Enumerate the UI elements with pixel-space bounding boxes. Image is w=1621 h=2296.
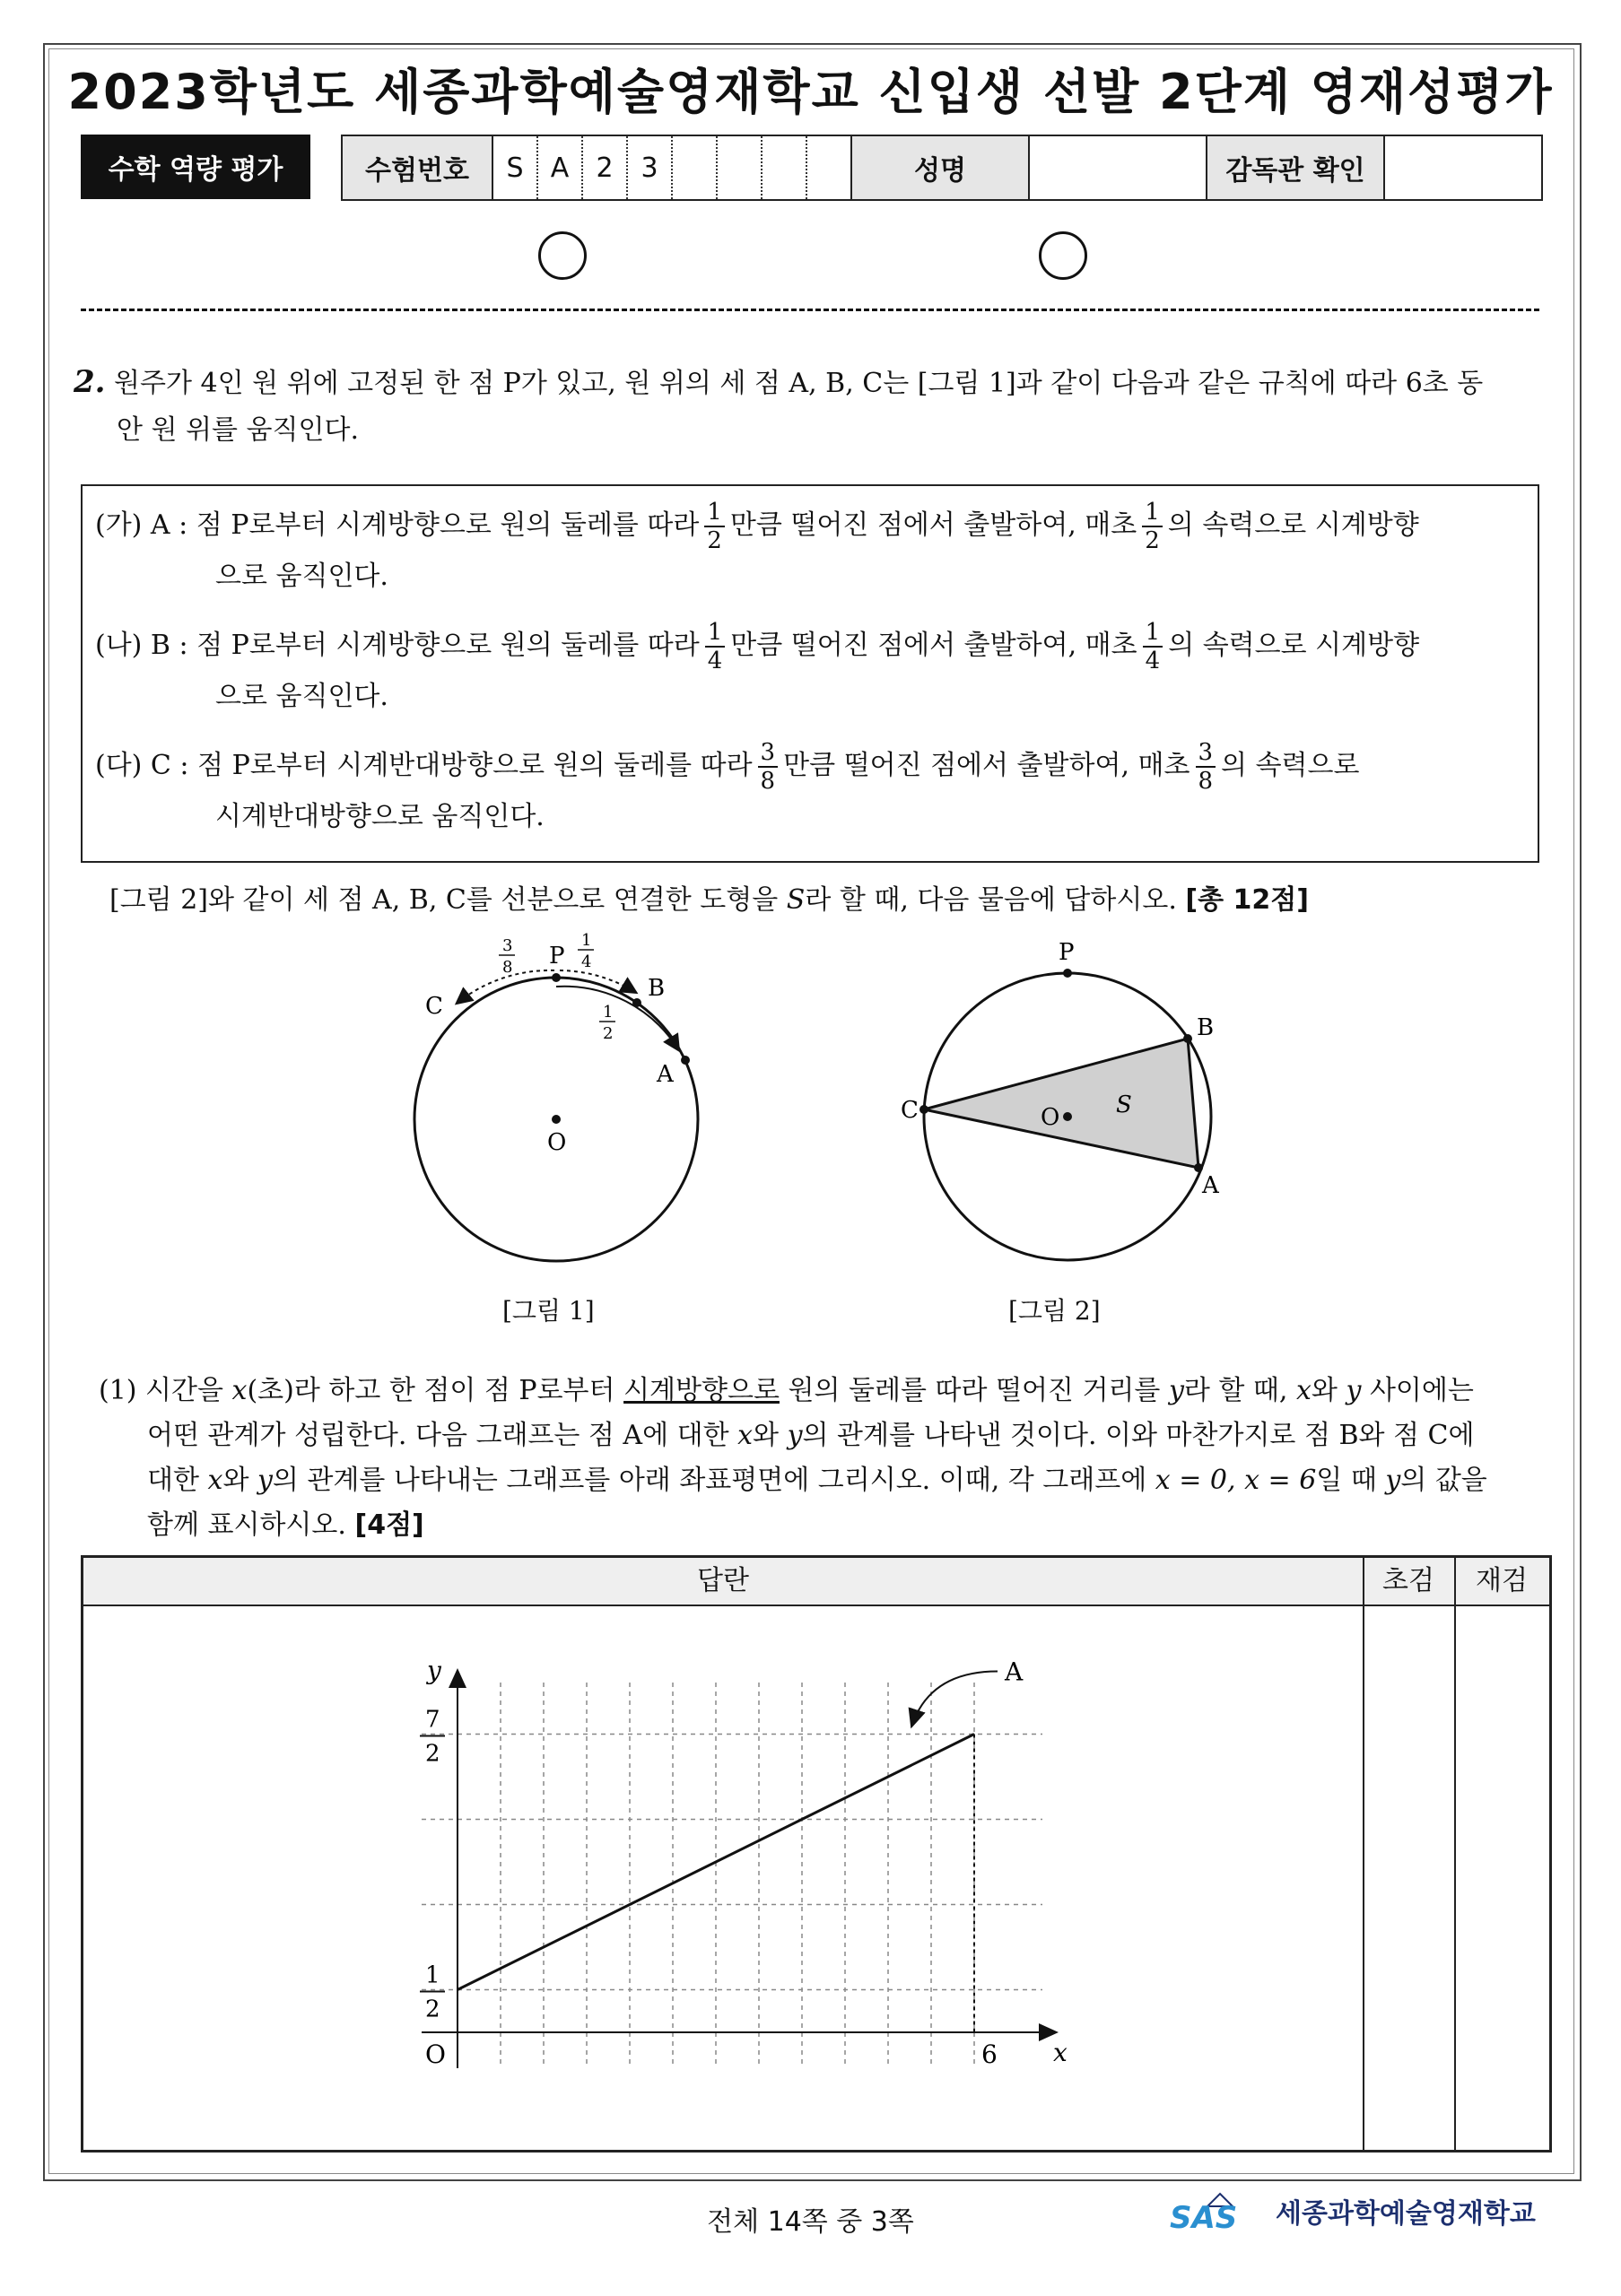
total-points: [총 12점] xyxy=(1185,884,1309,916)
proctor-field[interactable] xyxy=(1385,136,1541,199)
denominator: 2 xyxy=(707,527,722,554)
q-text: 함께 표시하시오. xyxy=(147,1509,346,1541)
axes xyxy=(422,1670,1057,2068)
rules-box xyxy=(81,484,1539,863)
second-check-field[interactable] xyxy=(1456,1606,1546,2146)
figure2-caption: [그림 2] xyxy=(1008,1296,1101,1326)
exam-digit-input[interactable] xyxy=(673,136,718,199)
x-tick-label: 6 xyxy=(981,2039,998,2069)
var-x: x xyxy=(231,1375,248,1406)
figure2-label-o: O xyxy=(1041,1104,1060,1131)
school-logo xyxy=(1166,2188,1536,2233)
figure1-arc-b xyxy=(560,970,635,992)
logo-mark-text: SAS xyxy=(1170,2200,1238,2233)
rule-text: 만큼 떨어진 점에서 출발하여, 매초 xyxy=(729,509,1137,541)
first-check-field[interactable] xyxy=(1364,1606,1452,2146)
figure1-label-p: P xyxy=(549,943,565,970)
tick-labels xyxy=(420,1656,1068,2069)
figure1-point-o xyxy=(552,1115,561,1124)
school-name: 세종과학예술영재학교 xyxy=(1276,2198,1536,2230)
fraction xyxy=(758,739,779,795)
figure1-label-b: B xyxy=(648,975,666,1002)
shape-sentence xyxy=(109,877,1509,917)
figure1-caption: [그림 1] xyxy=(502,1296,595,1326)
rule-text: 만큼 떨어진 점에서 출발하여, 매초 xyxy=(783,750,1190,781)
fraction xyxy=(704,499,725,554)
figure2-point-o xyxy=(1063,1112,1072,1121)
problem-intro xyxy=(74,359,1545,454)
q-text: 와 xyxy=(1311,1375,1338,1406)
exam-digit-input[interactable] xyxy=(807,136,852,199)
rule-na xyxy=(95,619,1527,719)
q-text: (1) 시간을 xyxy=(99,1375,223,1406)
rule-text: 의 속력으로 시계방향 xyxy=(1167,509,1419,541)
q-text: 원의 둘레를 따라 떨어진 거리를 xyxy=(788,1375,1161,1406)
rule-continuation: 으로 움직인다. xyxy=(215,561,388,592)
origin-label: O xyxy=(425,2039,446,2069)
figure2-label-s: S xyxy=(1116,1091,1132,1118)
question-1-line3 xyxy=(99,1458,1552,1503)
denominator: 8 xyxy=(760,768,776,795)
question-points: [4점] xyxy=(354,1509,424,1541)
y-tick-numerator: 1 xyxy=(425,1961,440,1989)
numerator: 1 xyxy=(1143,619,1163,648)
fraction xyxy=(705,619,726,674)
figure2-label-p: P xyxy=(1059,939,1075,966)
exam-digit: 2 xyxy=(583,136,628,199)
figure1-arc-label-c xyxy=(499,936,515,977)
hole-mark xyxy=(538,231,587,280)
q-text: 일 때 xyxy=(1316,1465,1377,1496)
q-text: 의 관계를 나타낸 것이다. 이와 마찬가지로 점 B와 점 C에 xyxy=(802,1420,1475,1451)
question-1-line4 xyxy=(99,1503,1552,1548)
var-y: y xyxy=(257,1465,273,1496)
rule-continuation: 시계반대방향으로 움직인다. xyxy=(215,801,545,832)
first-check-label: 초검 xyxy=(1382,1565,1434,1596)
exam-info-table xyxy=(341,135,1543,201)
figure1-point-a xyxy=(681,1056,690,1065)
fraction xyxy=(1196,739,1216,795)
figure2-shape-s xyxy=(924,1039,1198,1168)
proctor-label: 감독관 확인 xyxy=(1207,136,1385,199)
q-text: 어떤 관계가 성립한다. 다음 그래프는 점 A에 대한 xyxy=(147,1420,729,1451)
y-tick-denominator: 2 xyxy=(425,1996,440,2023)
q-text: 라 할 때, xyxy=(1183,1375,1288,1406)
cond-x6: x = 6 xyxy=(1244,1465,1317,1496)
page-number: 전체 14쪽 중 3쪽 xyxy=(707,2206,914,2238)
cut-line xyxy=(81,309,1539,311)
denominator: 4 xyxy=(581,952,592,971)
series-label-a: A xyxy=(1005,1657,1024,1687)
denominator: 2 xyxy=(603,1024,614,1043)
sentence-text: [그림 2]와 같이 세 점 A, B, C를 선분으로 연결한 도형을 xyxy=(109,884,779,916)
question-1-line1 xyxy=(99,1369,1552,1413)
figure1-label-c: C xyxy=(425,993,443,1020)
denominator: 4 xyxy=(1145,648,1161,674)
numerator: 3 xyxy=(502,936,513,955)
series xyxy=(458,1657,1024,2033)
var-y: y xyxy=(1168,1375,1184,1406)
rule-continuation: 으로 움직인다. xyxy=(215,681,388,712)
q-text: 의 값을 xyxy=(1400,1465,1487,1496)
var-y: y xyxy=(787,1420,803,1451)
y-tick-numerator: 7 xyxy=(425,1706,440,1734)
figure1-label-a: A xyxy=(657,1061,674,1088)
rule-ga xyxy=(95,499,1527,599)
numerator: 1 xyxy=(603,1003,614,1022)
var-x: x xyxy=(1296,1375,1312,1406)
q-text: 사이에는 xyxy=(1369,1375,1474,1406)
numerator: 3 xyxy=(758,739,779,768)
cond-x0: x = 0, xyxy=(1155,1465,1236,1496)
var-x: x xyxy=(737,1420,754,1451)
figure2-point-a xyxy=(1194,1163,1203,1172)
figure2-point-c xyxy=(919,1105,928,1114)
grid xyxy=(422,1683,1042,2068)
var-x: x xyxy=(207,1465,223,1496)
denominator: 8 xyxy=(502,958,513,977)
rule-da xyxy=(95,739,1527,839)
y-axis-label: y xyxy=(427,1656,441,1685)
hole-mark xyxy=(1039,231,1087,280)
series-callout-arrow xyxy=(911,1672,998,1727)
y-tick-denominator: 2 xyxy=(425,1740,440,1768)
q-text: 와 xyxy=(753,1420,780,1451)
exam-digit-input[interactable] xyxy=(763,136,807,199)
sas-logo-icon xyxy=(1166,2188,1265,2233)
name-field[interactable] xyxy=(1030,136,1207,199)
x-axis-label: x xyxy=(1053,2038,1068,2067)
answer-header xyxy=(83,1558,1549,1606)
question-1-line2 xyxy=(99,1413,1552,1458)
rule-text: (나) B : 점 P로부터 시계방향으로 원의 둘레를 따라 xyxy=(95,630,700,661)
figure2-label-c: C xyxy=(901,1097,919,1124)
figure1-point-p xyxy=(552,973,561,982)
figure2-label-b: B xyxy=(1197,1014,1215,1041)
numerator: 1 xyxy=(704,499,725,527)
figure2 xyxy=(888,933,1247,1309)
rule-text: (다) C : 점 P로부터 시계반대방향으로 원의 둘레를 따라 xyxy=(95,750,753,781)
subject-badge: 수학 역량 평가 xyxy=(81,135,310,199)
q-text: (초)라 하고 한 점이 점 P로부터 xyxy=(247,1375,615,1406)
denominator: 2 xyxy=(1145,527,1160,554)
figure1-arc-label-a xyxy=(599,1003,615,1043)
q-text: 의 관계를 나타내는 그래프를 아래 좌표평면에 그리시오. 이때, 각 그래프에 xyxy=(272,1465,1147,1496)
numerator: 1 xyxy=(705,619,726,648)
var-y: y xyxy=(1346,1375,1362,1406)
figure2-point-b xyxy=(1183,1034,1192,1043)
sentence-text: 라 할 때, 다음 물음에 답하시오. xyxy=(805,884,1177,916)
rule-text: 의 속력으로 시계방향 xyxy=(1168,630,1420,661)
exam-digit: A xyxy=(538,136,583,199)
exam-number-label: 수험번호 xyxy=(343,136,493,199)
denominator: 8 xyxy=(1198,768,1214,795)
shape-symbol: S xyxy=(786,884,806,916)
answer-header-label: 답란 xyxy=(697,1565,749,1596)
numerator: 1 xyxy=(1142,499,1163,527)
figure1 xyxy=(395,924,754,1327)
exam-digit-input[interactable] xyxy=(718,136,763,199)
numerator: 1 xyxy=(581,931,592,950)
exam-digit: S xyxy=(493,136,538,199)
rule-text: (가) A : 점 P로부터 시계방향으로 원의 둘레를 따라 xyxy=(95,509,700,541)
figure2-point-p xyxy=(1063,969,1072,978)
exam-digit: 3 xyxy=(628,136,673,199)
q-text: 와 xyxy=(222,1465,249,1496)
problem-number: 2. xyxy=(74,364,106,400)
question-1 xyxy=(99,1369,1552,1548)
rule-text: 만큼 떨어진 점에서 출발하여, 매초 xyxy=(730,630,1137,661)
rule-text: 의 속력으로 xyxy=(1221,750,1360,781)
q-text: 대한 xyxy=(147,1465,199,1496)
name-label: 성명 xyxy=(852,136,1030,199)
coordinate-plane xyxy=(386,1641,1068,2126)
page-title: 2023학년도 세종과학예술영재학교 신입생 선발 2단계 영재성평가 xyxy=(67,64,1554,120)
q-underlined: 시계방향으로 xyxy=(623,1375,780,1406)
denominator: 4 xyxy=(707,648,723,674)
var-y: y xyxy=(1385,1465,1401,1496)
problem-intro-line2: 안 원 위를 움직인다. xyxy=(117,414,359,446)
figure1-arc-label-b xyxy=(578,931,594,971)
second-check-label: 재검 xyxy=(1476,1565,1528,1596)
problem-intro-line1: 원주가 4인 원 위에 고정된 한 점 P가 있고, 원 위의 세 점 A, B, C는 [그림 1]과 같이 다음과 같은 규칙에 따라 6초 동 xyxy=(114,368,1484,399)
figure2-label-a: A xyxy=(1202,1172,1219,1199)
figure1-label-o: O xyxy=(547,1129,567,1156)
numerator: 3 xyxy=(1196,739,1216,768)
fraction xyxy=(1143,619,1163,674)
fraction xyxy=(1142,499,1163,554)
